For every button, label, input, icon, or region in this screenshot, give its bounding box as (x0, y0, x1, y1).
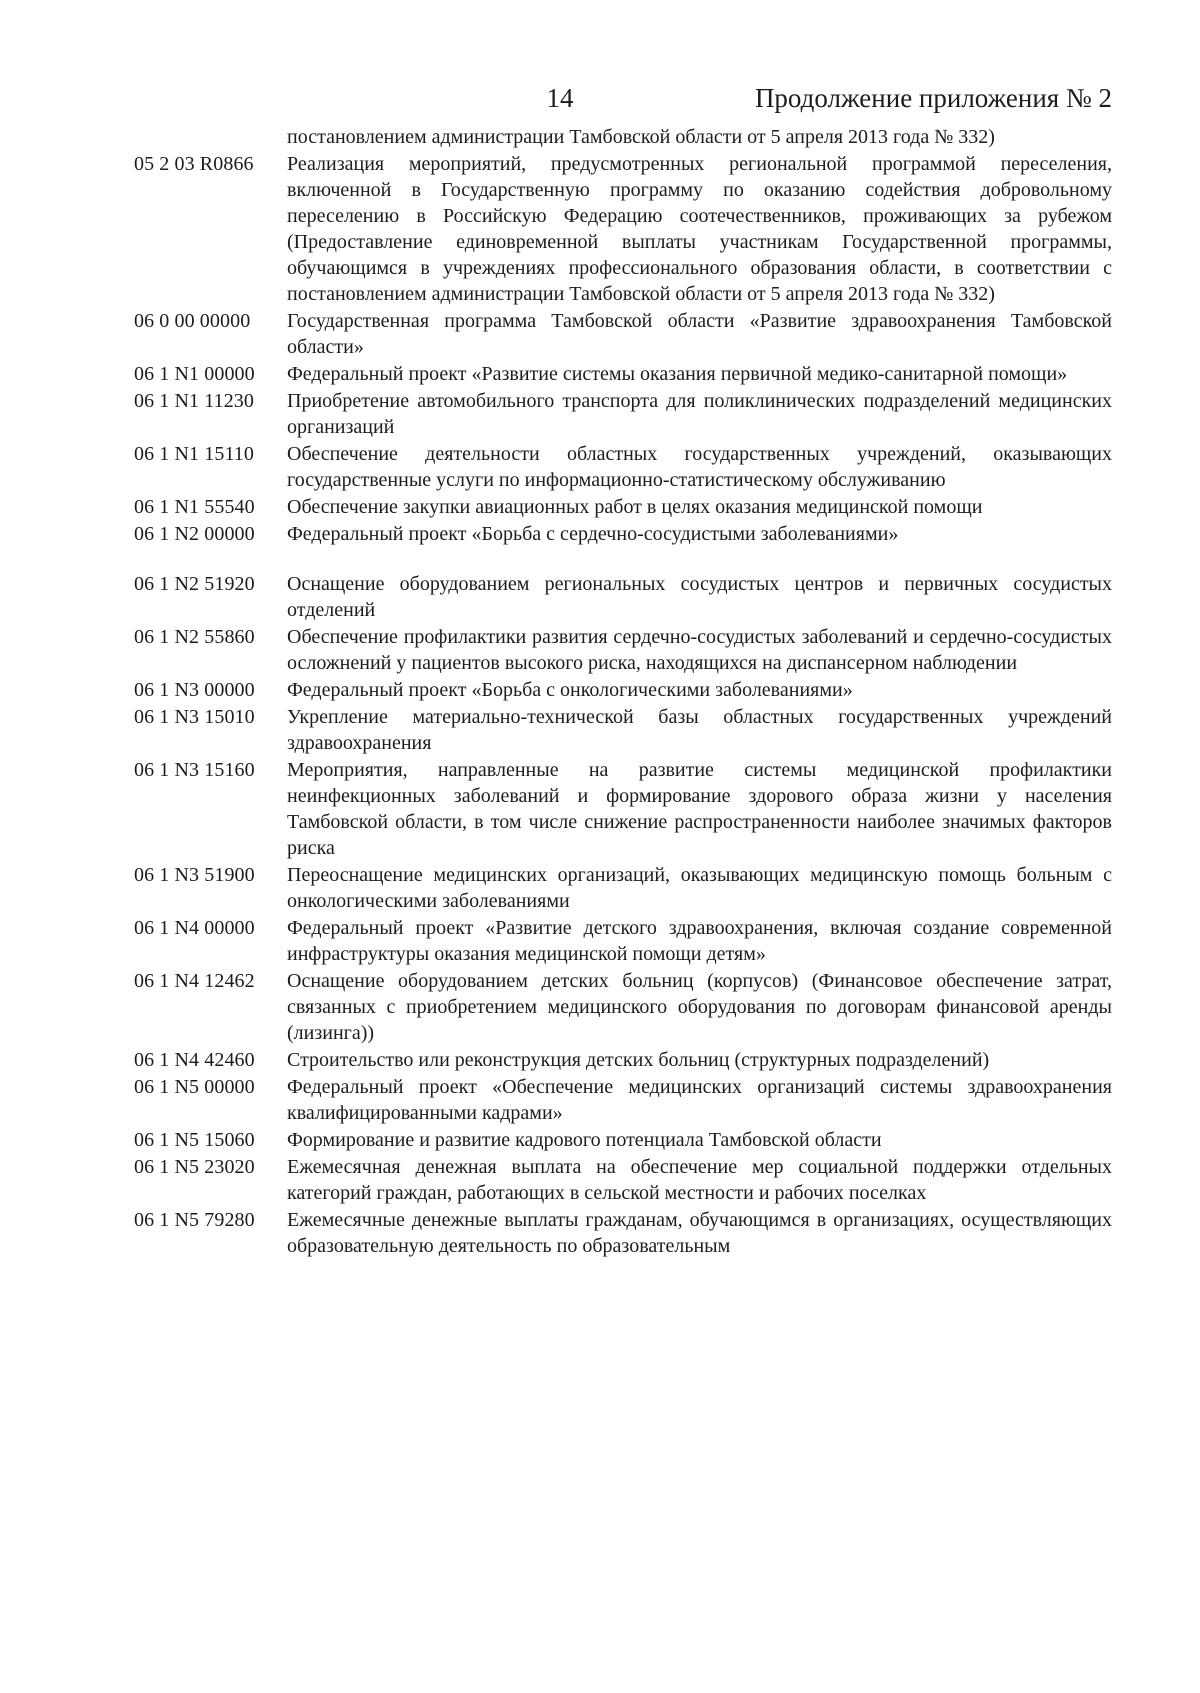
budget-code-listing (134, 124, 1112, 1260)
entry-description: Федеральный проект «Обеспечение медицинских организаций системы здравоохранения квалифицированными кадрами» (287, 1076, 1112, 1124)
entry-code: 06 1 N3 51900 (134, 864, 255, 886)
entry-code: 06 1 N3 15160 (134, 759, 255, 781)
list-item (134, 1207, 1112, 1259)
entry-description: Государственная программа Тамбовской области «Развитие здравоохранения Тамбовской области» (287, 310, 1112, 358)
list-item (134, 124, 1112, 150)
list-item (134, 308, 1112, 360)
list-item (134, 388, 1112, 440)
entry-description: Реализация мероприятий, предусмотренных региональной программой переселения, включенной в Государственную программу по оказанию содействия добровольному переселению в Российскую Федерацию соотечественников, проживающих за рубежом (Предоставление единовременной выплаты участникам Государственной программы, обучающимся в учреждениях профессионального образования области, в соответствии с постановлением администрации Тамбовской области от 5 апреля 2013 года № 332) (287, 153, 1112, 305)
list-item (134, 624, 1112, 676)
entry-description: Строительство или реконструкция детских больниц (структурных подразделений) (287, 1049, 990, 1071)
entry-description: Обеспечение профилактики развития сердечно-сосудистых заболеваний и сердечно-сосудистых осложнений у пациентов высокого риска, находящихся на диспансерном наблюдении (287, 626, 1112, 674)
list-item (134, 441, 1112, 493)
entry-code: 06 1 N3 00000 (134, 679, 255, 701)
entry-code: 05 2 03 R0866 (134, 153, 254, 175)
entry-code: 06 1 N4 12462 (134, 970, 255, 992)
entry-description: Оснащение оборудованием региональных сосудистых центров и первичных сосудистых отделений (287, 573, 1112, 621)
list-item (134, 677, 1112, 703)
page-number: 14 (546, 83, 574, 113)
entry-description: Федеральный проект «Борьба с сердечно-сосудистыми заболеваниями» (287, 523, 899, 545)
list-item (134, 1074, 1112, 1126)
entry-code: 06 1 N1 15110 (134, 443, 255, 465)
list-item (134, 494, 1112, 520)
entry-description: Оснащение оборудованием детских больниц (корпусов) (Финансовое обеспечение затрат, связанных с приобретением медицинского оборудования по договорам финансовой аренды (лизинга)) (287, 970, 1112, 1044)
entry-code: 06 1 N4 00000 (134, 917, 255, 939)
list-item (134, 151, 1112, 307)
entry-description: Обеспечение деятельности областных государственных учреждений, оказывающих государственные услуги по информационно-статистическому обслуживанию (287, 443, 1112, 491)
entry-code: 06 1 N3 15010 (134, 706, 255, 728)
list-item (134, 862, 1112, 914)
list-item (134, 1047, 1112, 1073)
list-item (134, 571, 1112, 623)
entry-description: Мероприятия, направленные на развитие системы медицинской профилактики неинфекционных заболеваний и формирование здорового образа жизни у населения Тамбовской области, в том числе снижение распространенности наиболее значимых факторов риска (287, 759, 1112, 859)
entry-description: Приобретение автомобильного транспорта для поликлинических подразделений медицинских организаций (287, 390, 1112, 438)
entry-description: Федеральный проект «Борьба с онкологическими заболеваниями» (287, 679, 853, 701)
list-item (134, 704, 1112, 756)
entry-description: Федеральный проект «Развитие детского здравоохранения, включая создание современной инфраструктуры оказания медицинской помощи детям» (287, 917, 1112, 965)
list-item (134, 521, 1112, 547)
entry-description: Федеральный проект «Развитие системы оказания первичной медико-санитарной помощи» (287, 363, 1068, 385)
entry-code: 06 1 N1 55540 (134, 496, 255, 518)
entry-code: 06 1 N1 11230 (134, 390, 255, 412)
list-item (134, 915, 1112, 967)
entry-code: 06 0 00 00000 (134, 310, 251, 332)
entry-code: 06 1 N2 00000 (134, 523, 255, 545)
list-item (134, 757, 1112, 861)
entry-code: 06 1 N5 23020 (134, 1156, 255, 1178)
page-header-title: Продолжение приложения № 2 (754, 83, 1112, 113)
entry-code: 06 1 N4 42460 (134, 1049, 255, 1071)
entry-description: Ежемесячные денежные выплаты гражданам, обучающимся в организациях, осуществляющих образовательную деятельность по образовательным (287, 1209, 1112, 1257)
entry-description: постановлением администрации Тамбовской области от 5 апреля 2013 года № 332) (287, 126, 995, 148)
entry-code: 06 1 N5 79280 (134, 1209, 255, 1231)
entry-description: Обеспечение закупки авиационных работ в целях оказания медицинской помощи (287, 496, 983, 518)
entry-code: 06 1 N2 51920 (134, 573, 255, 595)
entry-description: Ежемесячная денежная выплата на обеспечение мер социальной поддержки отдельных категорий граждан, работающих в сельской местности и рабочих поселках (287, 1156, 1112, 1204)
entry-description: Формирование и развитие кадрового потенциала Тамбовской области (287, 1129, 882, 1151)
entry-code: 06 1 N5 00000 (134, 1076, 255, 1098)
list-item (134, 1127, 1112, 1153)
list-item (134, 1154, 1112, 1206)
list-item (134, 361, 1112, 387)
entry-description: Переоснащение медицинских организаций, оказывающих медицинскую помощь больным с онкологическими заболеваниями (287, 864, 1112, 912)
entry-code: 06 1 N5 15060 (134, 1129, 255, 1151)
entry-code: 06 1 N2 55860 (134, 626, 255, 648)
entry-code: 06 1 N1 00000 (134, 363, 255, 385)
list-item (134, 968, 1112, 1046)
entry-description: Укрепление материально-технической базы областных государственных учреждений здравоохранения (287, 706, 1112, 754)
